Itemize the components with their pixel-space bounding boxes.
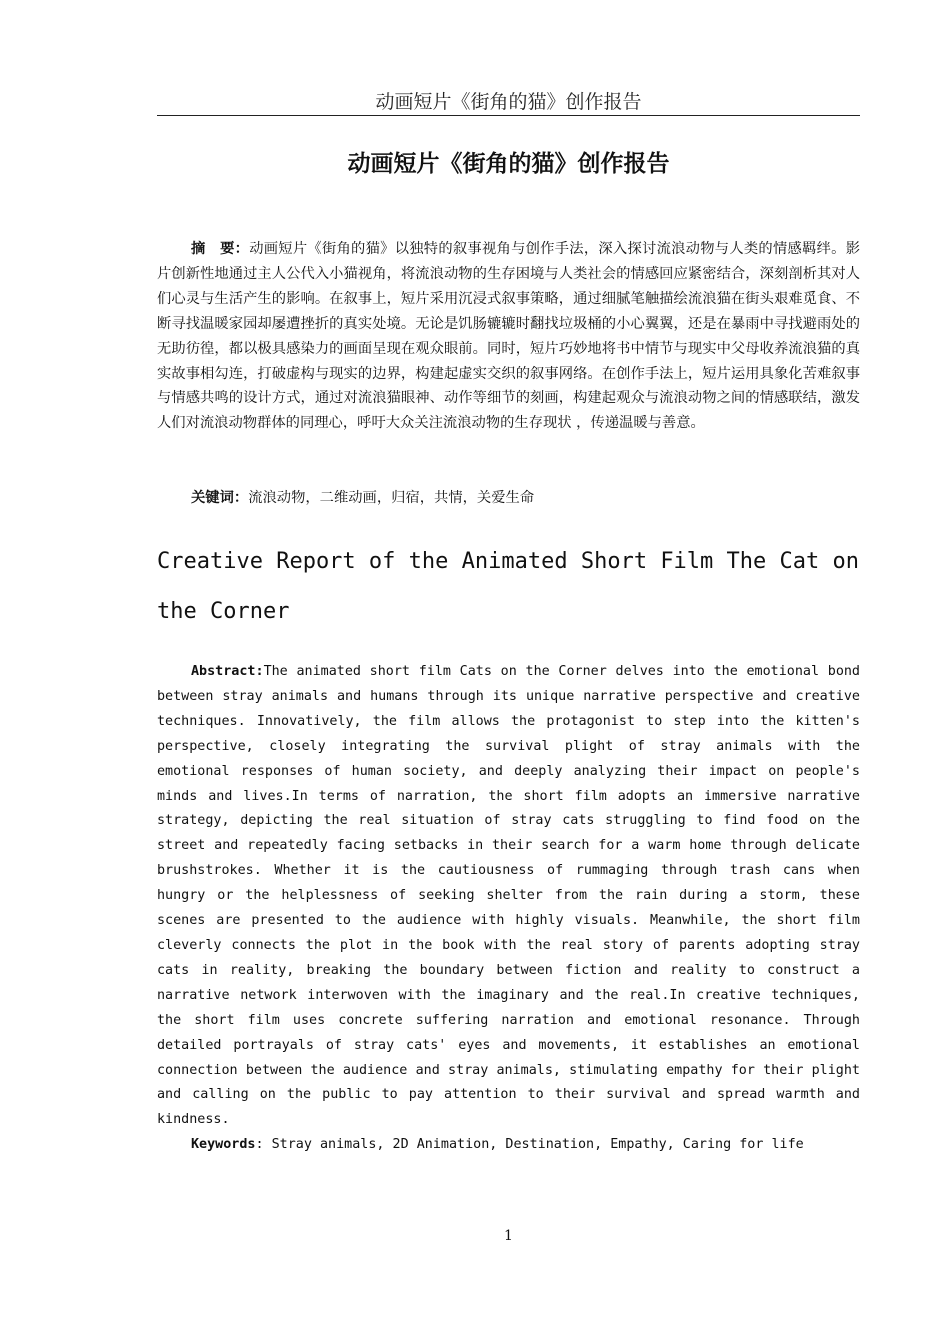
english-keywords	[157, 1133, 860, 1158]
chinese-keywords	[157, 486, 860, 511]
english-keywords-label: Keywords	[191, 1137, 256, 1152]
english-abstract-label: Abstract:	[191, 664, 264, 679]
english-title: Creative Report of the Animated Short Film The Cat on the Corner	[157, 549, 859, 624]
english-abstract-text: The animated short film Cats on the Corner delves into the emotional bond between stray animals and humans through its unique narrative perspective and creative techniques. Innovatively, the film allows the protagonist to step into the kitten's perspective, closely integrating the survival plight of stray animals with the emotional responses of human society, and deeply analyzing their impact on people's minds and lives.In terms of narration, the short film adopts an immersive narrative strategy, depicting the real situation of stray cats struggling to find food on the street and repeatedly facing setbacks in their search for a warm home through delicate brushstrokes. Whether it is the cautiousness of rummaging through trash cans when hungry or the helplessness of seeking shelter from the rain during a storm, these scenes are presented to the audience with highly visuals. Meanwhile, the short film cleverly connects the plot in the book with the real story of parents adopting stray cats in reality, breaking the boundary between fiction and reality to construct a narrative network interwoven with the imaginary and the real.In creative techniques, the short film uses concrete suffering narration and emotional resonance. Through detailed portrayals of stray cats' eyes and movements, it establishes an emotional connection between the audience and stray animals, stimulating empathy for their plight and calling on the public to pay attention to their survival and spread warmth and kindness.	[157, 664, 860, 1128]
header-rule	[157, 115, 860, 116]
english-keywords-text: : Stray animals, 2D Animation, Destination, Empathy, Caring for life	[255, 1137, 804, 1152]
english-abstract	[157, 660, 860, 1133]
chinese-abstract	[157, 237, 860, 436]
running-header: 动画短片《街角的猫》创作报告	[375, 91, 642, 113]
chinese-abstract-text: 动画短片《街角的猫》以独特的叙事视角与创作手法，深入探讨流浪动物与人类的情感羁绊。影片创新性地通过主人公代入小猫视角，将流浪动物的生存困境与人类社会的情感回应紧密结合，深刻剖析其对人们心灵与生活产生的影响。在叙事上，短片采用沉浸式叙事策略，通过细腻笔触描绘流浪猫在街头艰难觅食、不断寻找温暖家园却屡遭挫折的真实处境。无论是饥肠辘辘时翻找垃圾桶的小心翼翼，还是在暴雨中寻找避雨处的无助彷徨，都以极具感染力的画面呈现在观众眼前。同时，短片巧妙地将书中情节与现实中父母收养流浪猫的真实故事相勾连，打破虚构与现实的边界，构建起虚实交织的叙事网络。在创作手法上，短片运用具象化苦难叙事与情感共鸣的设计方式，通过对流浪猫眼神、动作等细节的刻画，构建起观众与流浪动物之间的情感联结，激发人们对流浪动物群体的同理心，呼吁大众关注流浪动物的生存现状 ，传递温暖与善意。	[157, 241, 861, 432]
chinese-keywords-text: 流浪动物，二维动画，归宿，共情，关爱生命	[248, 490, 535, 506]
page-number: 1	[504, 1228, 513, 1244]
chinese-title: 动画短片《街角的猫》创作报告	[347, 151, 670, 177]
chinese-abstract-label: 摘 要：	[191, 241, 250, 257]
chinese-keywords-label: 关键词：	[191, 490, 249, 506]
